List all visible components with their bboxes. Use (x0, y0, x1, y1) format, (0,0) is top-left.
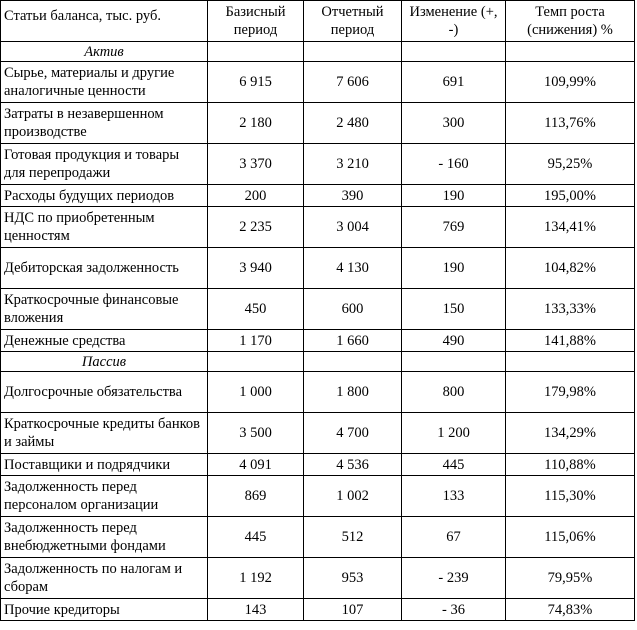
growth-rate-value: 109,99% (506, 62, 635, 103)
change-value: 150 (402, 289, 506, 330)
growth-rate-value: 79,95% (506, 558, 635, 599)
row-name: Готовая продукция и товары для перепродажи (1, 144, 208, 185)
report-period-value: 7 606 (304, 62, 402, 103)
table-row (1, 144, 635, 185)
growth-rate-value: 134,29% (506, 413, 635, 454)
table-row (1, 372, 635, 413)
section-empty-cell (402, 352, 506, 372)
base-period-value: 2 235 (208, 207, 304, 248)
report-period-value: 4 130 (304, 248, 402, 289)
base-period-value: 3 940 (208, 248, 304, 289)
row-name: Краткосрочные финансовые вложения (1, 289, 208, 330)
table-row (1, 330, 635, 352)
base-period-value: 869 (208, 476, 304, 517)
table-row (1, 413, 635, 454)
header-base-period: Базисный период (208, 1, 304, 42)
row-name: Прочие кредиторы (1, 599, 208, 621)
section-title: Пассив (1, 352, 208, 372)
report-period-value: 2 480 (304, 103, 402, 144)
table-row (1, 62, 635, 103)
base-period-value: 2 180 (208, 103, 304, 144)
row-name: Задолженность по налогам и сборам (1, 558, 208, 599)
growth-rate-value: 110,88% (506, 454, 635, 476)
row-name: Затраты в незавершенном производстве (1, 103, 208, 144)
row-name: Задолженность перед персоналом организации (1, 476, 208, 517)
base-period-value: 4 091 (208, 454, 304, 476)
section-empty-cell (402, 42, 506, 62)
report-period-value: 390 (304, 185, 402, 207)
change-value: - 239 (402, 558, 506, 599)
growth-rate-value: 104,82% (506, 248, 635, 289)
growth-rate-value: 179,98% (506, 372, 635, 413)
report-period-value: 4 700 (304, 413, 402, 454)
header-change: Изменение (+, -) (402, 1, 506, 42)
base-period-value: 450 (208, 289, 304, 330)
base-period-value: 3 370 (208, 144, 304, 185)
header-report-period: Отчетный период (304, 1, 402, 42)
table-row (1, 289, 635, 330)
header-row (1, 1, 635, 42)
base-period-value: 6 915 (208, 62, 304, 103)
row-name: Поставщики и подрядчики (1, 454, 208, 476)
section-empty-cell (208, 352, 304, 372)
base-period-value: 1 000 (208, 372, 304, 413)
growth-rate-value: 74,83% (506, 599, 635, 621)
growth-rate-value: 141,88% (506, 330, 635, 352)
change-value: 190 (402, 185, 506, 207)
row-name: Дебиторская задолженность (1, 248, 208, 289)
section-empty-cell (506, 352, 635, 372)
table-row (1, 185, 635, 207)
table-row (1, 454, 635, 476)
section-row (1, 42, 635, 62)
section-empty-cell (304, 42, 402, 62)
header-growth-rate: Темп роста (снижения) % (506, 1, 635, 42)
growth-rate-value: 113,76% (506, 103, 635, 144)
section-title: Актив (1, 42, 208, 62)
report-period-value: 3 004 (304, 207, 402, 248)
growth-rate-value: 133,33% (506, 289, 635, 330)
row-name: Краткосрочные кредиты банков и займы (1, 413, 208, 454)
row-name: Задолженность перед внебюджетными фондами (1, 517, 208, 558)
table-body (1, 42, 635, 621)
growth-rate-value: 95,25% (506, 144, 635, 185)
report-period-value: 512 (304, 517, 402, 558)
row-name: Расходы будущих периодов (1, 185, 208, 207)
change-value: 800 (402, 372, 506, 413)
growth-rate-value: 134,41% (506, 207, 635, 248)
growth-rate-value: 115,06% (506, 517, 635, 558)
change-value: 445 (402, 454, 506, 476)
table-header (1, 1, 635, 42)
change-value: 490 (402, 330, 506, 352)
change-value: 1 200 (402, 413, 506, 454)
change-value: 769 (402, 207, 506, 248)
base-period-value: 3 500 (208, 413, 304, 454)
base-period-value: 1 192 (208, 558, 304, 599)
change-value: 691 (402, 62, 506, 103)
report-period-value: 953 (304, 558, 402, 599)
section-empty-cell (304, 352, 402, 372)
row-name: Денежные средства (1, 330, 208, 352)
report-period-value: 1 660 (304, 330, 402, 352)
report-period-value: 1 800 (304, 372, 402, 413)
table-row (1, 207, 635, 248)
change-value: 190 (402, 248, 506, 289)
change-value: 300 (402, 103, 506, 144)
growth-rate-value: 195,00% (506, 185, 635, 207)
table-row (1, 517, 635, 558)
table-row (1, 476, 635, 517)
report-period-value: 4 536 (304, 454, 402, 476)
header-item: Статьи баланса, тыс. руб. (1, 1, 208, 42)
base-period-value: 1 170 (208, 330, 304, 352)
section-empty-cell (506, 42, 635, 62)
base-period-value: 445 (208, 517, 304, 558)
report-period-value: 107 (304, 599, 402, 621)
table-row (1, 248, 635, 289)
row-name: НДС по приобретенным ценностям (1, 207, 208, 248)
base-period-value: 143 (208, 599, 304, 621)
report-period-value: 600 (304, 289, 402, 330)
section-empty-cell (208, 42, 304, 62)
change-value: 67 (402, 517, 506, 558)
row-name: Долгосрочные обязательства (1, 372, 208, 413)
growth-rate-value: 115,30% (506, 476, 635, 517)
table-row (1, 599, 635, 621)
row-name: Сырье, материалы и другие аналогичные ценности (1, 62, 208, 103)
change-value: - 160 (402, 144, 506, 185)
base-period-value: 200 (208, 185, 304, 207)
change-value: - 36 (402, 599, 506, 621)
report-period-value: 1 002 (304, 476, 402, 517)
report-period-value: 3 210 (304, 144, 402, 185)
table-row (1, 558, 635, 599)
section-row (1, 352, 635, 372)
table-row (1, 103, 635, 144)
change-value: 133 (402, 476, 506, 517)
